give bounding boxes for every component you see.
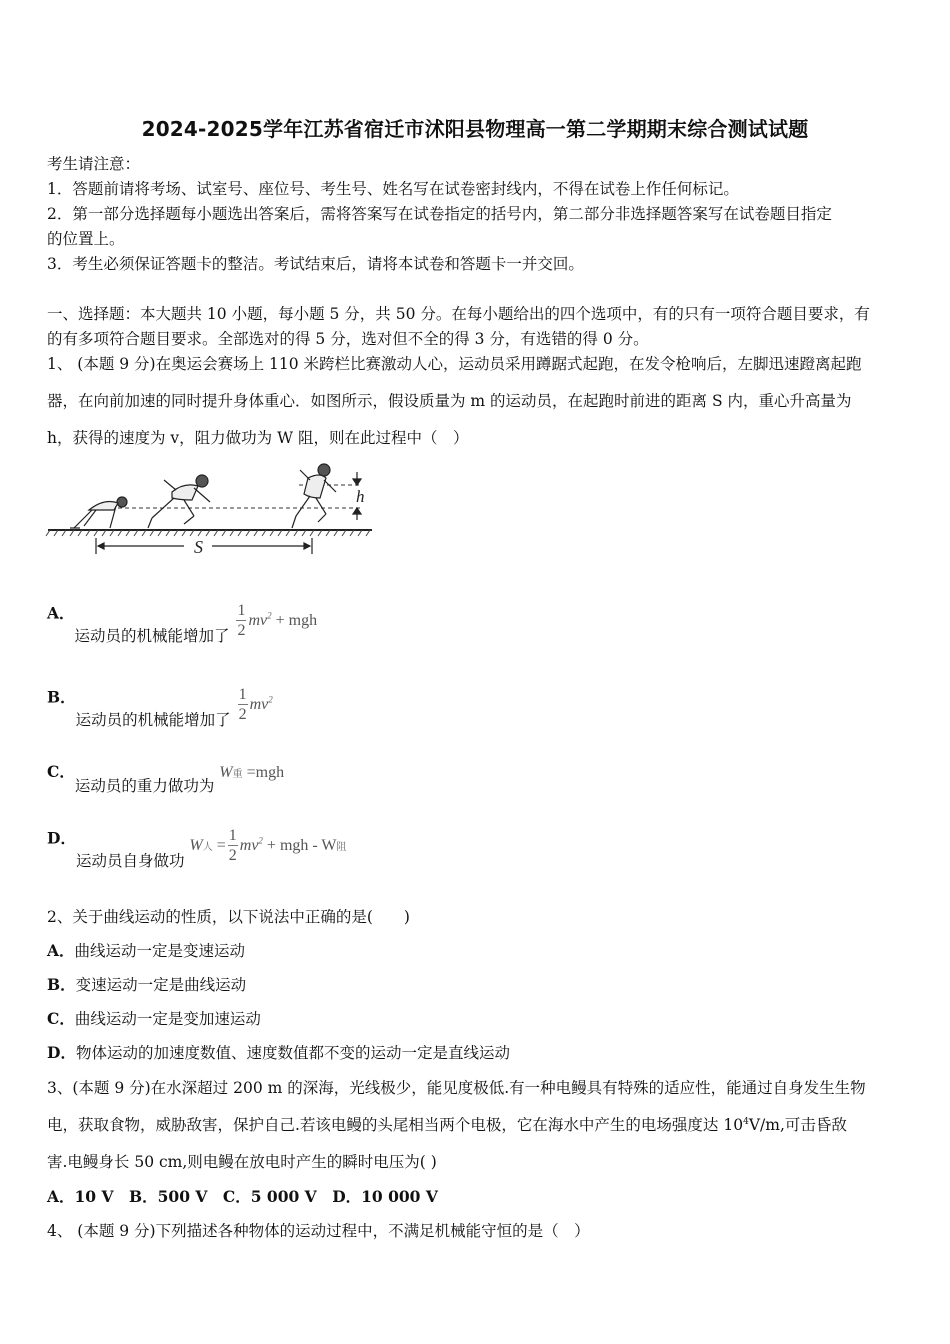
notice-item: 2．第一部分选择题每小题选出答案后，需将答案写在试卷指定的括号内，第二部分非选择题答案写在试卷题目指定 xyxy=(47,205,832,223)
question-1-stem: 器，在向前加速的同时提升身体重心．如图所示，假设质量为 m 的运动员，在起跑时前进的距离 S 内，重心升高量为 xyxy=(47,392,852,410)
option-label: A． xyxy=(47,603,75,623)
option-text: 运动员的重力做功为 xyxy=(74,777,215,795)
question-3-stem: 3、(本题 9 分)在水深超过 200 m 的深海，光线极少，能见度极低.有一种电鳗具有特殊的适应性，能通过自身发生生物 xyxy=(47,1079,866,1097)
label-s: S xyxy=(194,537,203,557)
question-1-stem: 1、 (本题 9 分)在奥运会赛场上 110 米跨栏比赛激动人心，运动员采用蹲踞式起跑，在发令枪响后，左脚迅速蹬离起跑 xyxy=(47,355,862,373)
section-heading: 一、选择题：本大题共 10 小题，每小题 5 分，共 50 分。在每小题给出的四个选项中，有的只有一项符合题目要求，有 xyxy=(47,305,870,323)
option-text: 运动员的机械能增加了 xyxy=(74,626,230,645)
runner-crouched xyxy=(70,497,127,528)
question-3-stem: 害.电鳗身长 50 cm,则电鳗在放电时产生的瞬时电压为( ) xyxy=(47,1153,437,1171)
question-2-option-a: A．曲线运动一定是变速运动 xyxy=(47,941,246,960)
distance-arrow xyxy=(96,538,312,554)
option-label: C． xyxy=(47,762,75,781)
option-math: W重 =mgh xyxy=(219,764,285,781)
question-2-stem: 2、关于曲线运动的性质，以下说法中正确的是( ) xyxy=(47,908,410,926)
option-text: 运动员自身做功 xyxy=(75,851,185,870)
section-heading: 的有多项符合题目要求。全部选对的得 5 分，选对但不全的得 3 分，有选错的得 0 分。 xyxy=(47,330,649,348)
option-label: D． xyxy=(47,828,76,848)
question-1-option-a xyxy=(47,597,318,645)
runner-accelerating xyxy=(148,475,210,528)
question-2-option-b: B．变速运动一定是曲线运动 xyxy=(47,975,247,994)
question-1-stem: h，获得的速度为 v，阻力做功为 W 阻，则在此过程中（ ） xyxy=(47,429,469,447)
option-label: B． xyxy=(47,687,76,707)
option-math: W人 = $\frac{1}{2}$ $mv^2$ + mgh - W阻 xyxy=(189,827,347,864)
notice-heading: 考生请注意： xyxy=(47,155,141,173)
question-2-option-c: C．曲线运动一定是变加速运动 xyxy=(47,1009,261,1028)
question-1-option-d xyxy=(47,822,347,870)
notice-item: 的位置上。 xyxy=(47,230,125,248)
question-1-option-b xyxy=(47,681,273,729)
question-3-options: A．10 V B．500 V C．5 000 V D．10 000 V xyxy=(47,1187,438,1206)
option-math: $\frac{1}{2}$ $mv^2$ + mgh xyxy=(237,602,318,639)
option-math: $\frac{1}{2}$ $mv^2$ xyxy=(238,686,273,723)
question-4-stem: 4、 (本题 9 分)下列描述各种物体的运动过程中，不满足机械能守恒的是（ ） xyxy=(47,1222,590,1240)
page-title: 2024-2025学年江苏省宿迁市沭阳县物理高一第二学期期末综合测试试题 xyxy=(141,117,809,141)
question-1-option-c xyxy=(47,760,285,795)
notice-item: 1．答题前请将考场、试室号、座位号、考生号、姓名写在试卷密封线内，不得在试卷上作任何标记。 xyxy=(47,180,739,198)
runner-upright xyxy=(292,464,336,528)
sprinter-figure xyxy=(44,458,384,558)
question-3-stem: 电，获取食物，威胁敌害，保护自己.若该电鳗的头尾相当两个电极，它在海水中产生的电场强度达 $10^4V/m$,可击昏敌 xyxy=(47,1116,847,1134)
label-h: h xyxy=(356,487,365,506)
notice-item: 3．考生必须保证答题卡的整洁。考试结束后，请将本试卷和答题卡一并交回。 xyxy=(47,255,584,273)
question-2-option-d: D．物体运动的加速度数值、速度数值都不变的运动一定是直线运动 xyxy=(47,1043,510,1062)
option-text: 运动员的机械能增加了 xyxy=(75,710,231,729)
